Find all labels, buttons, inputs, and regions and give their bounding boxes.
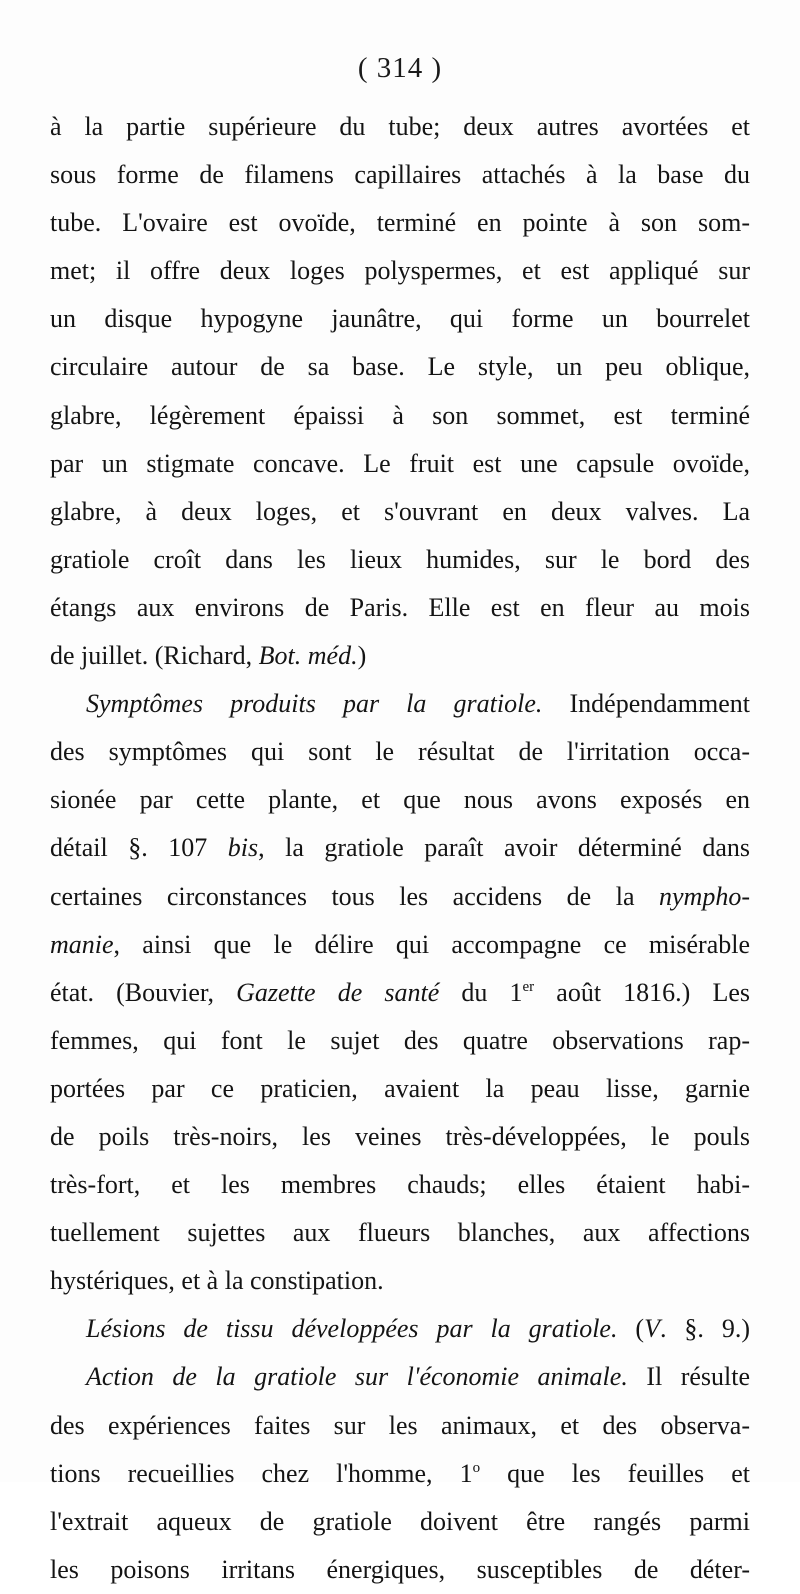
text-span: tuellement sujettes aux flueurs blanches, aux affections [50, 1218, 750, 1248]
text-span: août 1816.) Les [534, 977, 750, 1007]
text-span: portées par ce praticien, avaient la peau lisse, garnie [50, 1073, 750, 1103]
text-line [50, 1546, 750, 1594]
text-line [50, 295, 750, 343]
text-line [50, 1161, 750, 1209]
text-line [50, 873, 750, 921]
italic-text: bis [227, 833, 259, 863]
text-span: hystériques, et à la constipation. [50, 1266, 384, 1296]
text-span: . §. 9.) [659, 1314, 750, 1344]
text-span: à la partie supérieure du tube; deux autres avortées et [50, 112, 750, 141]
text-span: des symptômes qui sont le résultat de l'irritation occa- [50, 737, 750, 767]
text-span: tube. L'ovaire est ovoïde, terminé en pointe à son som- [50, 208, 750, 238]
text-span: ) [357, 641, 367, 671]
body-text [50, 103, 750, 1594]
text-span: , ainsi que le délire qui accompagne ce misérable [113, 929, 750, 959]
italic-text: manie [50, 929, 114, 959]
text-line [50, 1017, 750, 1065]
text-span: met; il offre deux loges polyspermes, et est appliqué sur [50, 256, 750, 286]
text-span: que les feuilles et [480, 1458, 750, 1488]
text-line [50, 103, 750, 151]
italic-text: nympho- [659, 881, 750, 911]
text-line [50, 1353, 750, 1401]
superscript: er [522, 978, 535, 995]
text-line [50, 1402, 750, 1450]
text-line [50, 1113, 750, 1161]
text-line [50, 921, 750, 969]
text-span: étangs aux environs de Paris. Elle est en fleur au mois [50, 592, 750, 622]
text-line [50, 728, 750, 776]
text-line [50, 151, 750, 199]
text-span: de juillet. (Richard, [50, 641, 259, 671]
text-line [50, 488, 750, 536]
text-span: sous forme de filamens capillaires attachés à la base du [50, 160, 750, 190]
text-line [50, 199, 750, 247]
text-line [50, 392, 750, 440]
italic-text: Symptômes produits par la gratiole. [86, 689, 543, 719]
text-span: l'extrait aqueux de gratiole doivent être rangés parmi [50, 1506, 750, 1536]
text-span: , la gratiole paraît avoir déterminé dans [258, 833, 750, 863]
text-line [50, 536, 750, 584]
text-span: un disque hypogyne jaunâtre, qui forme un bourrelet [50, 304, 750, 334]
text-span: de poils très-noirs, les veines très-développées, le pouls [50, 1121, 750, 1151]
text-line [50, 440, 750, 488]
text-span: femmes, qui font le sujet des quatre observations rap- [50, 1025, 750, 1055]
text-line [50, 247, 750, 295]
text-span: glabre, légèrement épaissi à son sommet, est terminé [50, 400, 750, 430]
text-span: tions recueillies chez l'homme, 1 [50, 1458, 473, 1488]
italic-text: V [644, 1314, 660, 1344]
page-number: ( 314 ) [357, 52, 443, 84]
italic-text: Bot. méd. [258, 641, 358, 671]
text-line [50, 1209, 750, 1257]
text-line [50, 1257, 750, 1305]
text-span: Indépendamment [542, 689, 750, 719]
text-line [50, 343, 750, 391]
text-line [50, 1065, 750, 1113]
text-span: du 1 [439, 977, 523, 1007]
text-line [50, 584, 750, 632]
text-span: état. (Bouvier, [50, 977, 237, 1007]
italic-text: Gazette de santé [236, 977, 440, 1007]
text-span: très-fort, et les membres chauds; elles étaient habi- [50, 1170, 750, 1200]
italic-text: Action de la gratiole sur l'économie animale. [86, 1362, 628, 1392]
text-line [50, 776, 750, 824]
text-span: glabre, à deux loges, et s'ouvrant en deux valves. La [50, 496, 750, 526]
superscript: o [472, 1459, 481, 1476]
text-span: par un stigmate concave. Le fruit est une capsule ovoïde, [50, 448, 750, 478]
text-line [50, 1498, 750, 1546]
text-span: circulaire autour de sa base. Le style, un peu oblique, [50, 352, 750, 382]
text-line [50, 1450, 750, 1498]
text-line [50, 680, 750, 728]
text-span: certaines circonstances tous les accidens de la [50, 881, 660, 911]
text-line [50, 1305, 750, 1353]
text-span: des expériences faites sur les animaux, et des observa- [50, 1410, 750, 1440]
text-span: les poisons irritans énergiques, susceptibles de déter- [50, 1554, 750, 1584]
text-line [50, 632, 750, 680]
text-span: Il résulte [627, 1362, 750, 1392]
text-line [50, 969, 750, 1017]
text-span: ( [617, 1314, 645, 1344]
text-span: détail §. 107 [50, 833, 228, 863]
italic-text: Lésions de tissu développées par la gratiole. [86, 1314, 618, 1344]
text-span: sionée par cette plante, et que nous avons exposés en [50, 785, 750, 815]
text-line [50, 824, 750, 872]
text-span: gratiole croît dans les lieux humides, sur le bord des [50, 544, 750, 574]
